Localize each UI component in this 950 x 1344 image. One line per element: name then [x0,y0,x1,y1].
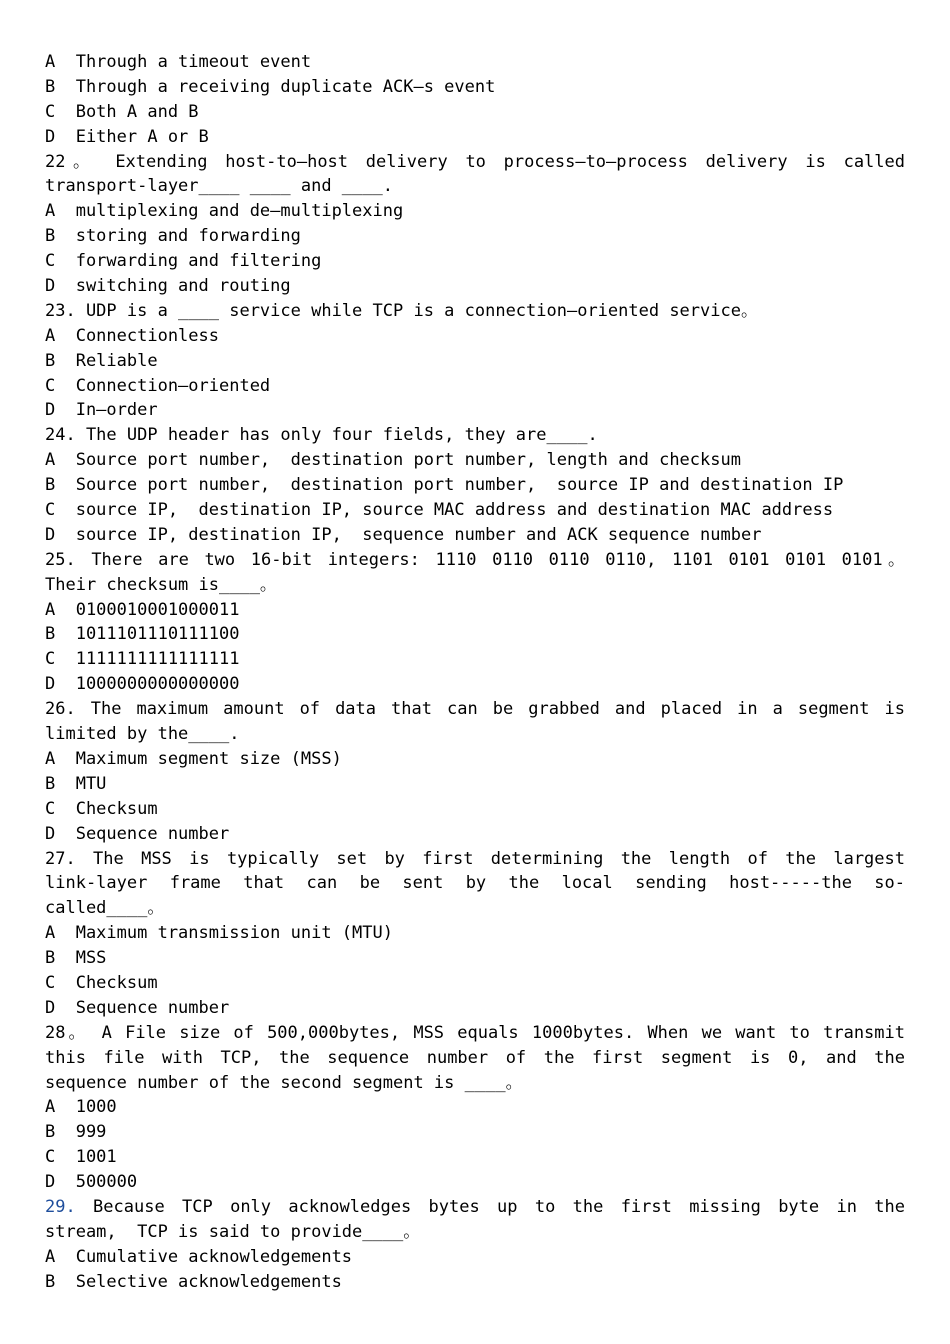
text-line: B Selective acknowledgements [45,1271,342,1292]
text-line: 22。 Extending host-to—host delivery to process—to—process delivery is called [45,151,905,172]
text-line: B storing and forwarding [45,226,301,247]
text-line: C Checksum [45,798,158,819]
question-number: 29. [45,1196,76,1217]
text-line: 24. The UDP header has only four fields, they are____. [45,425,598,446]
text-line: Their checksum is____。 [45,574,277,595]
text-line: D Sequence number [45,823,230,844]
text-line: sequence number of the second segment is ____。 [45,1072,523,1093]
text-line: 26. The maximum amount of data that can be grabbed and placed in a segment is [45,699,905,720]
text-line: B MSS [45,948,107,969]
text-line: A Through a timeout event [45,52,312,72]
text-line: A 1000 [45,1097,117,1118]
text-line: A Maximum transmission unit (MTU) [45,923,393,944]
text-line: A Cumulative acknowledgements [45,1246,353,1267]
text-line: D In—order [45,400,158,421]
text-line: link-layer frame that can be sent by the local sending host-----the so- [45,873,905,894]
text-line: C forwarding and filtering [45,251,322,272]
text-line: D switching and routing [45,276,291,297]
text-line: 27. The MSS is typically set by first determining the length of the largest [45,848,905,869]
text-line: C Checksum [45,972,158,993]
text-line: 28。 A File size of 500,000bytes, MSS equals 1000bytes. When we want to transmit [45,1022,905,1043]
text-line: 25. There are two 16-bit integers: 1110 0110 0110 0110, 1101 0101 0101 0101。 [45,549,905,570]
line-text: Because TCP only acknowledges bytes up to the first missing byte in the [75,1196,905,1217]
text-line: A Maximum segment size (MSS) [45,748,342,769]
text-line: called____。 [45,898,165,919]
text-line: C 1111111111111111 [45,649,240,670]
text-line: A Source port number, destination port number, length and checksum [45,450,741,471]
text-line: C Connection—oriented [45,375,271,396]
text-line: A Connectionless [45,325,219,346]
text-line: B Source port number, destination port number, source IP and destination IP [45,475,844,496]
text-line: D 1000000000000000 [45,674,240,695]
text-line: C 1001 [45,1147,117,1168]
text-line: B Reliable [45,350,158,371]
text-line: D source IP, destination IP, sequence number and ACK sequence number [45,524,762,545]
text-line: 23. UDP is a ____ service while TCP is a connection—oriented service。 [45,300,758,321]
text-line: B 999 [45,1122,107,1143]
text-line: C Both A and B [45,101,199,122]
text-line: D 500000 [45,1172,138,1193]
text-line: limited by the____. [45,724,240,745]
text-line: B 1011101110111100 [45,624,240,645]
text-line: A multiplexing and de—multiplexing [45,201,404,222]
text-line: transport-layer____ ____ and ____. [45,176,393,197]
text-line: B Through a receiving duplicate ACK—s event [45,76,496,97]
text-line: D Sequence number [45,997,230,1018]
text-line: this file with TCP, the sequence number of the first segment is 0, and the [45,1047,905,1068]
text-line: D Either A or B [45,126,209,147]
document-page [45,50,905,1295]
text-line: stream, TCP is said to provide____。 [45,1221,421,1242]
text-line: A 0100010001000011 [45,599,240,620]
text-line: B MTU [45,773,107,794]
text-line [45,1195,905,1220]
text-line: C source IP, destination IP, source MAC address and destination MAC address [45,500,834,521]
